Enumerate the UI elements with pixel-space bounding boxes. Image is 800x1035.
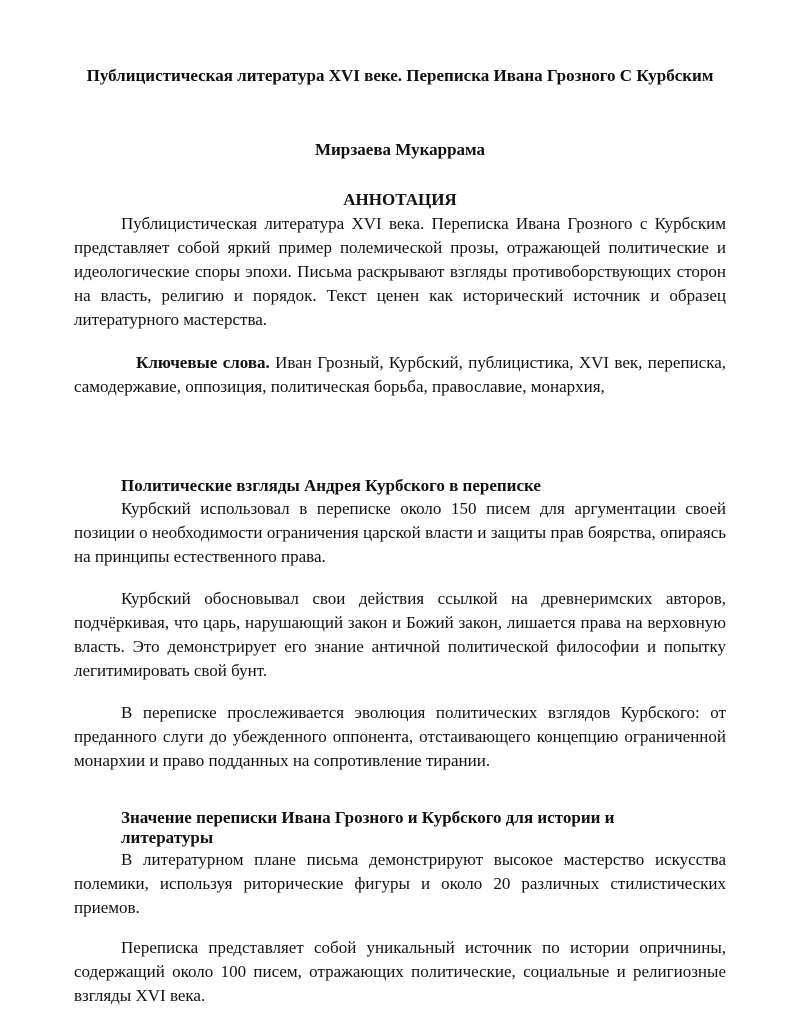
- section-heading-kurbsky-views: Политические взгляды Андрея Курбского в переписке: [121, 476, 541, 495]
- section2-paragraph: В литературном плане письма демонстрируют высокое мастерство искусства полемики, используя риторические фигуры и около 20 различных стилистических приемов.: [74, 850, 726, 917]
- section2-paragraph: Переписка представляет собой уникальный источник по истории опричнины, содержащий около 100 писем, отражающих политические, социальные и религиозные взгляды XVI века.: [74, 938, 726, 1005]
- section-heading-significance: Значение переписки Ивана Грозного и Курбского для истории и литературы: [121, 808, 615, 847]
- keywords-text: Иван Грозный, Курбский, публицистика, XVI век, переписка, самодержавие, оппозиция, политическая борьба, православие, монархия,: [74, 353, 726, 396]
- annotation-paragraph: Публицистическая литература XVI века. Переписка Ивана Грозного с Курбским представляет собой яркий пример полемической прозы, отражающей политические и идеологические споры эпохи. Письма раскрывают взгляды противоборствующих сторон на власть, религию и порядок. Текст ценен как исторический источник и образец литературного мастерства.: [74, 214, 726, 329]
- keywords-paragraph: [74, 351, 726, 399]
- section1-paragraph: Курбский использовал в переписке около 150 писем для аргументации своей позиции о необходимости ограничения царской власти и защиты прав боярства, опираясь на принципы естественного права.: [74, 499, 726, 566]
- document-title: Публицистическая литература XVI веке. Переписка Ивана Грозного С Курбским: [86, 66, 714, 85]
- section1-paragraph: Курбский обосновывал свои действия ссылкой на древнеримских авторов, подчёркивая, что царь, нарушающий закон и Божий закон, лишается права на верховную власть. Это демонстрирует его знание античной политической философии и попытку легитимировать свой бунт.: [74, 589, 726, 680]
- keywords-label: Ключевые слова.: [136, 353, 270, 372]
- annotation-heading: АННОТАЦИЯ: [343, 190, 457, 209]
- author-name: Мирзаева Мукаррама: [314, 140, 486, 159]
- section1-paragraph: В переписке прослеживается эволюция политических взглядов Курбского: от преданного слуги до убежденного оппонента, отстаивающего концепцию ограниченной монархии и право подданных на сопротивление тирании.: [74, 703, 726, 770]
